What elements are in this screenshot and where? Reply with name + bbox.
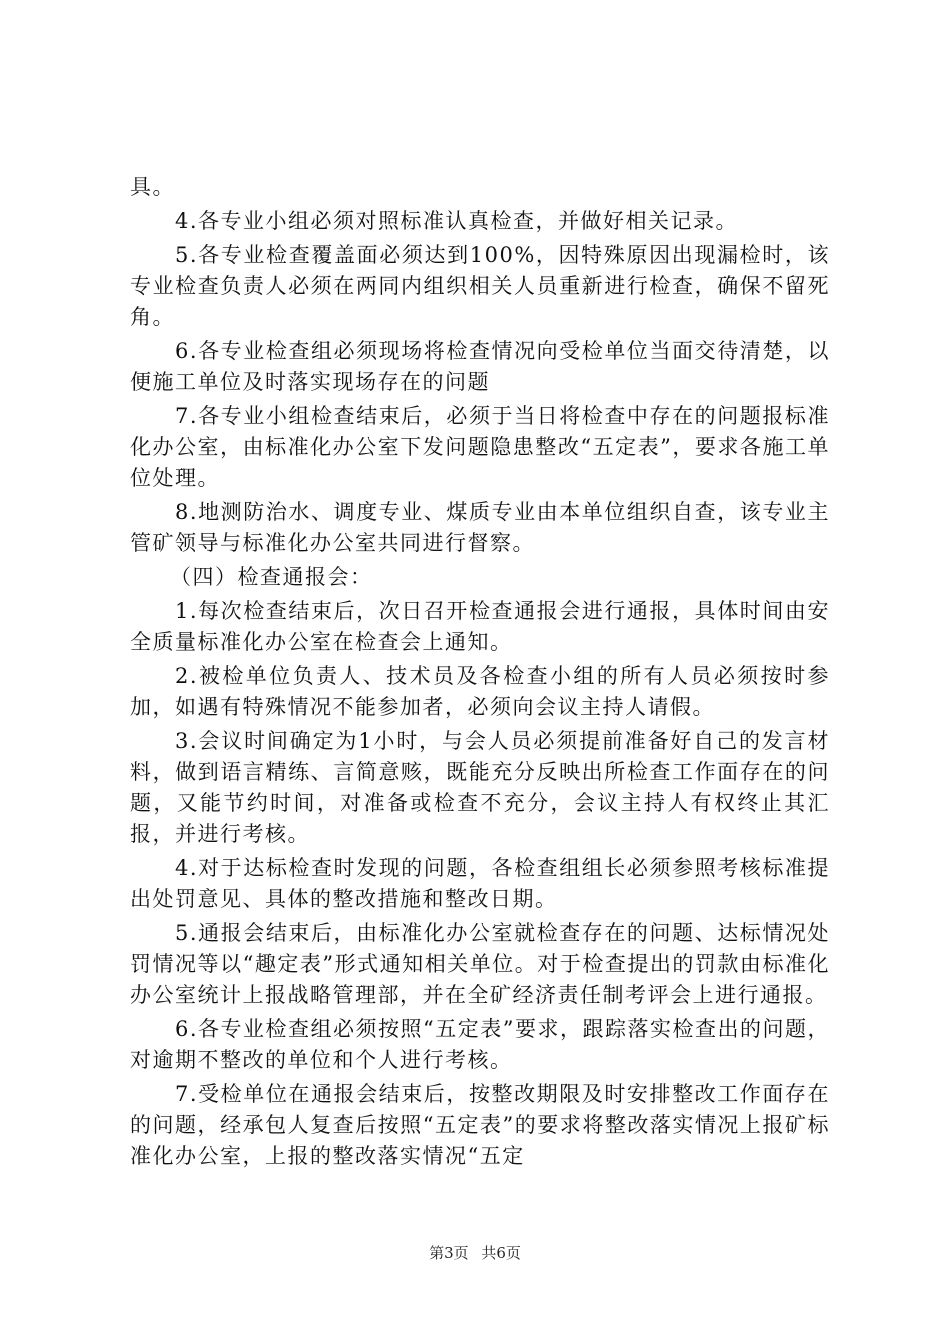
- paragraph: 2.被检单位负责人、技术员及各检查小组的所有人员必须按时参加，如遇有特殊情况不能参加者，必须向会议主持人请假。: [130, 664, 830, 719]
- paragraph: 3.会议时间确定为1小时，与会人员必须提前准备好自己的发言材料，做到语言精练、言简意赅，既能充分反映出所检查工作面存在的问题，又能节约时间，对准备或检查不充分，会议主持人有权终止其汇报，并进行考核。: [130, 729, 830, 846]
- paragraph: 具。: [130, 175, 175, 199]
- paragraph: 6.各专业检查组必须现场将检查情况向受检单位当面交待清楚，以便施工单位及时落实现场存在的问题: [130, 339, 830, 394]
- paragraph: 6.各专业检查组必须按照“五定表”要求，跟踪落实检查出的问题，对逾期不整改的单位和个人进行考核。: [130, 1017, 831, 1072]
- paragraph: 1.每次检查结束后，次日召开检查通报会进行通报，具体时间由安全质量标准化办公室在检查会上通知。: [130, 599, 830, 654]
- paragraph: 7.受检单位在通报会结束后，按整改期限及时安排整改工作面存在的问题，经承包人复查后按照“五定表”的要求将整改落实情况上报矿标准化办公室，上报的整改落实情况“五定: [130, 1082, 830, 1168]
- document-body: [130, 172, 830, 1175]
- paragraph: 5.通报会结束后，由标准化办公室就检查存在的问题、达标情况处罚情况等以“趣定表”形式通知相关单位。对于检查提出的罚款由标准化办公室统计上报战略管理部，并在全矿经济责任制考评会上进行通报。: [130, 921, 830, 1007]
- paragraph: 7.各专业小组检查结束后，必须于当日将检查中存在的问题报标准化办公室，由标准化办公室下发问题隐患整改“五定表”，要求各施工单位处理。: [130, 404, 830, 490]
- paragraph: 4.对于达标检查时发现的问题，各检查组组长必须参照考核标准提出处罚意见、具体的整改措施和整改日期。: [130, 856, 830, 911]
- page-total: 共6页: [481, 1244, 521, 1262]
- page-number: 第3页: [429, 1244, 469, 1262]
- page-footer: [0, 1243, 950, 1263]
- paragraph: 4.各专业小组必须对照标准认真检查，并做好相关记录。: [175, 209, 739, 233]
- section-heading: （四）检查通报会：: [170, 565, 373, 589]
- paragraph: 5.各专业检查覆盖面必须达到100%，因特殊原因出现漏检时，该专业检查负责人必须在两同内组织相关人员重新进行检查，确保不留死角。: [130, 243, 830, 329]
- paragraph: 8.地测防治水、调度专业、煤质专业由本单位组织自查，该专业主管矿领导与标准化办公室共同进行督察。: [130, 500, 830, 555]
